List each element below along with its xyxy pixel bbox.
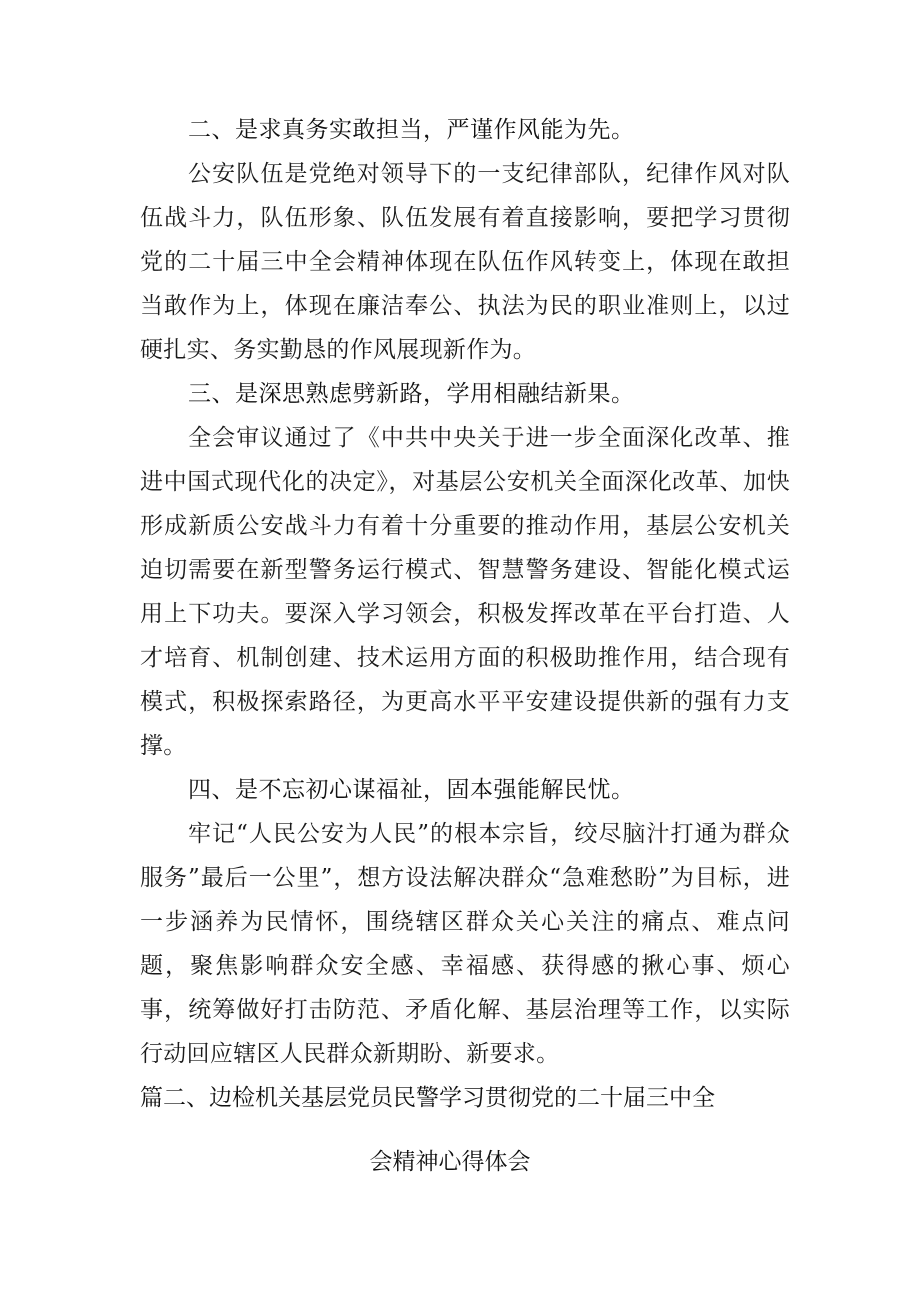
article-title-line-1: 篇二、边检机关基层党员民警学习贯彻党的二十届三中全 <box>140 1085 715 1111</box>
section-heading-3: 三、是深思熟虑劈新路，学用相融结新果。 <box>188 381 635 407</box>
section-paragraph-2: 公安队伍是党绝对领导下的一支纪律部队，纪律作风对队伍战斗力，队伍形象、队伍发展有着直接影响，要把学习贯彻党的二十届三中全会精神体现在队伍作风转变上，体现在敢担当敢作为上，体现在廉洁奉公、执法为民的职业准则上，以过硬扎实、务实勤恳的作风展现新作为。 <box>140 161 790 363</box>
section-paragraph-4: 牢记“人民公安为人民”的根本宗旨，绞尽脑汁打通为群众服务”最后一公里”，想方设法解决群众“急难愁盼”为目标，进一步涵养为民情怀，围绕辖区群众关心关注的痛点、难点问题，聚焦影响群众安全感、幸福感、获得感的揪心事、烦心事，统筹做好打击防范、矛盾化解、基层治理等工作，以实际行动回应辖区人民群众新期盼、新要求。 <box>140 821 790 1067</box>
section-heading-2: 二、是求真务实敢担当，严谨作风能为先。 <box>188 117 635 143</box>
section-heading-4: 四、是不忘初心谋福祉，固本强能解民忧。 <box>188 777 635 803</box>
article-title-line-2: 会精神心得体会 <box>369 1149 531 1175</box>
section-paragraph-3: 全会审议通过了《中共中央关于进一步全面深化改革、推进中国式现代化的决定》，对基层公安机关全面深化改革、加快形成新质公安战斗力有着十分重要的推动作用，基层公安机关迫切需要在新型警务运行模式、智慧警务建设、智能化模式运用上下功夫。要深入学习领会，积极发挥改革在平台打造、人才培育、机制创建、技术运用方面的积极助推作用，结合现有模式，积极探索路径，为更高水平平安建设提供新的强有力支撑。 <box>140 425 790 759</box>
document-body <box>140 108 790 1184</box>
